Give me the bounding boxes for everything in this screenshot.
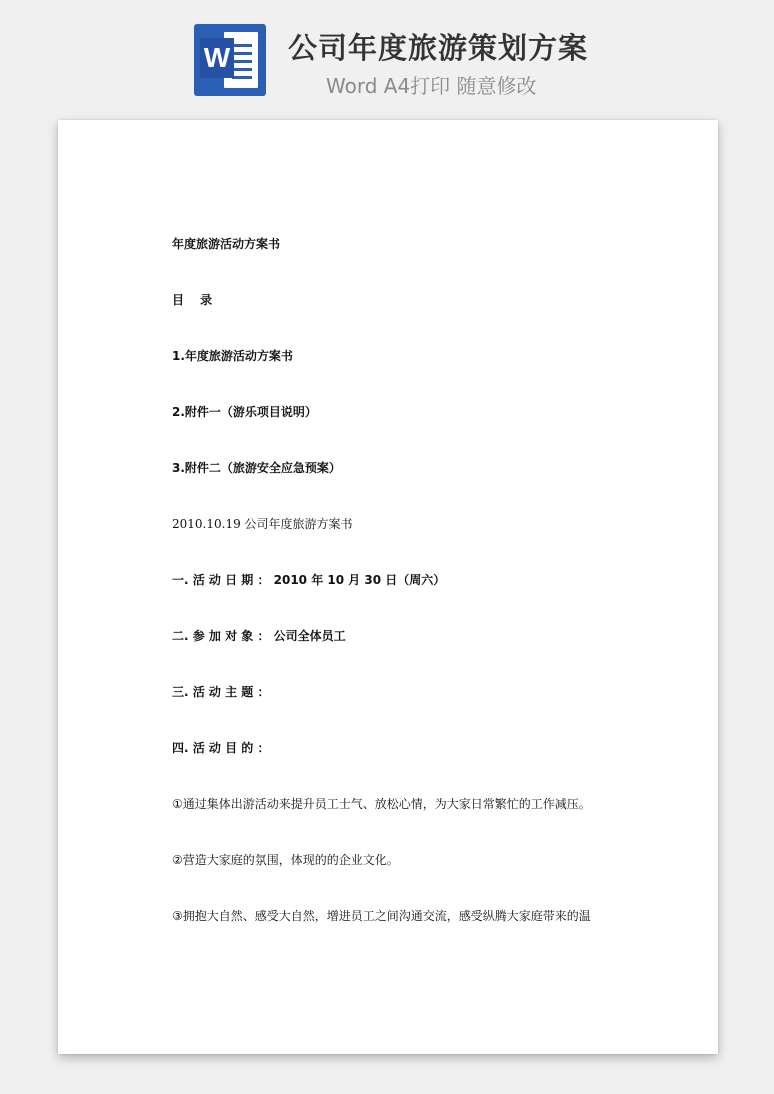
- toc-heading: 目 录: [172, 293, 219, 307]
- toc-item: 1.年度旅游活动方案书: [172, 349, 293, 363]
- header: [0, 0, 774, 110]
- purpose-item: ③拥抱大自然、感受大自然，增进员工之间沟通交流，感受纵腾大家庭带来的温: [172, 909, 591, 923]
- section-purpose: 四. 活 动 目 的 ：: [172, 741, 270, 755]
- toc-item: 2.附件一（游乐项目说明）: [172, 405, 317, 419]
- purpose-item: ①通过集体出游活动来提升员工士气、放松心情，为大家日常繁忙的工作减压。: [172, 797, 591, 811]
- word-letter: W: [200, 38, 234, 78]
- section-theme: 三. 活 动 主 题 ：: [172, 685, 270, 699]
- toc-item: 3.附件二（旅游安全应急预案）: [172, 461, 341, 475]
- section-date: 一. 活 动 日 期 ： 2010 年 10 月 30 日（周六）: [172, 573, 446, 587]
- purpose-item: ②营造大家庭的氛围，体现的的企业文化。: [172, 853, 399, 867]
- doc-heading: 年度旅游活动方案书: [172, 237, 281, 251]
- doc-date-line: 2010.10.19 公司年度旅游方案书: [172, 517, 353, 531]
- section-participants: 二. 参 加 对 象 ： 公司全体员工: [172, 629, 346, 643]
- word-document-icon: [194, 24, 266, 96]
- page-title: 公司年度旅游策划方案: [288, 31, 589, 65]
- page-subtitle: Word A4打印 随意修改: [326, 74, 537, 98]
- document-page: [58, 120, 718, 1054]
